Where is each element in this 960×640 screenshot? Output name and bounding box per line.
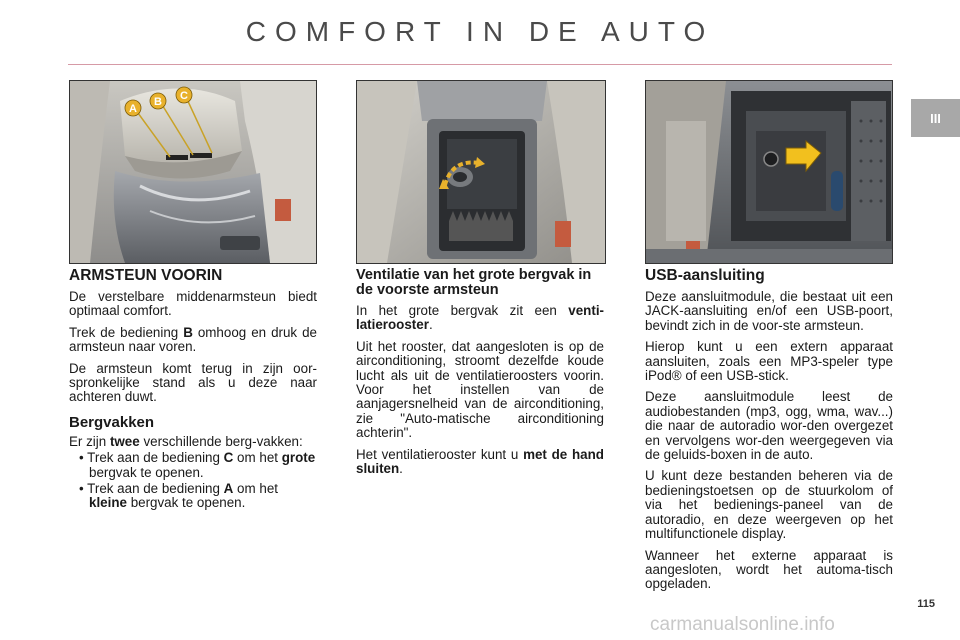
page-number: 115: [917, 598, 935, 610]
usb-p2: Hierop kunt u een extern apparaat aansluiten, zoals een MP3-speler type iPod® of een USB-stick.: [645, 339, 893, 384]
usb-p3: Deze aansluitmodule leest de audiobestanden (mp3, ogg, wma, wav...) die naar de autoradio wor-den overgezet en vervolgens wor-den weergegeven via de geluids-boxen in de auto.: [645, 389, 893, 463]
armsteun-heading: ARMSTEUN VOORIN: [69, 267, 223, 284]
usb-p4: U kunt deze bestanden beheren via de bedieningstoetsen op de stuurkolom of via het bedienings-paneel van de autoradio, en deze weergeven op het multifunctionele display.: [645, 468, 893, 542]
armsteun-p2: Trek de bediening B omhoog en druk de armsteun naar voren.: [69, 324, 317, 355]
callout-c-label: C: [180, 90, 188, 102]
usb-heading: USB-aansluiting: [645, 267, 765, 284]
title-divider: [68, 64, 892, 65]
callout-b-label: B: [154, 96, 162, 108]
armrest-photo: [69, 80, 317, 264]
usb-p5: Wanneer het externe apparaat is aangesloten, wordt het automa-tisch opgeladen.: [645, 547, 893, 592]
bergvakken-list: [79, 451, 317, 511]
callout-a-label: A: [129, 103, 137, 115]
watermark: carmanualsonline.info: [650, 614, 835, 635]
ventilatie-p2: Uit het rooster, dat aangesloten is op de airconditioning, stroomt dezelfde koude lucht als uit de ventilatieroosters voorin. Voor het instellen van de aanjagersnelheid van de airconditioning, zie "Auto-matische airconditioning achterin".: [356, 338, 604, 441]
ventilatie-p1: In het grote bergvak zit een venti-latierooster.: [356, 303, 604, 333]
armsteun-p3: De armsteun komt terug in zijn oor-spronkelijke stand als u deze naar achteren duwt.: [69, 360, 317, 405]
storage-vent-photo: [356, 80, 606, 264]
chapter-tab[interactable]: III: [911, 99, 960, 137]
usb-p1: Deze aansluitmodule, die bestaat uit een JACK-aansluiting en/of een USB-poort, bevindt zich in de voor-ste armsteun.: [645, 289, 893, 333]
bergvakken-intro: Er zijn twee verschillende berg-vakken:: [69, 433, 303, 449]
bergvakken-item-large: • Trek aan de bediening C om het grote bergvak te openen.: [79, 450, 316, 480]
armsteun-column: [69, 268, 317, 513]
bergvakken-heading: Bergvakken: [69, 413, 155, 431]
usb-column: [645, 268, 893, 599]
armsteun-p1: De verstelbare middenarmsteun biedt optimaal comfort.: [69, 289, 317, 319]
usb-module-photo: [645, 80, 893, 264]
bergvakken-item-small: • Trek aan de bediening A om het kleine bergvak te openen.: [79, 481, 278, 511]
ventilatie-p3: Het ventilatierooster kunt u met de hand sluiten.: [356, 446, 604, 477]
ventilatie-heading: Ventilatie van het grote bergvak in de voorste armsteun: [356, 267, 592, 298]
ventilatie-column: [356, 268, 604, 483]
page-title: COMFORT IN DE AUTO: [245, 16, 715, 47]
